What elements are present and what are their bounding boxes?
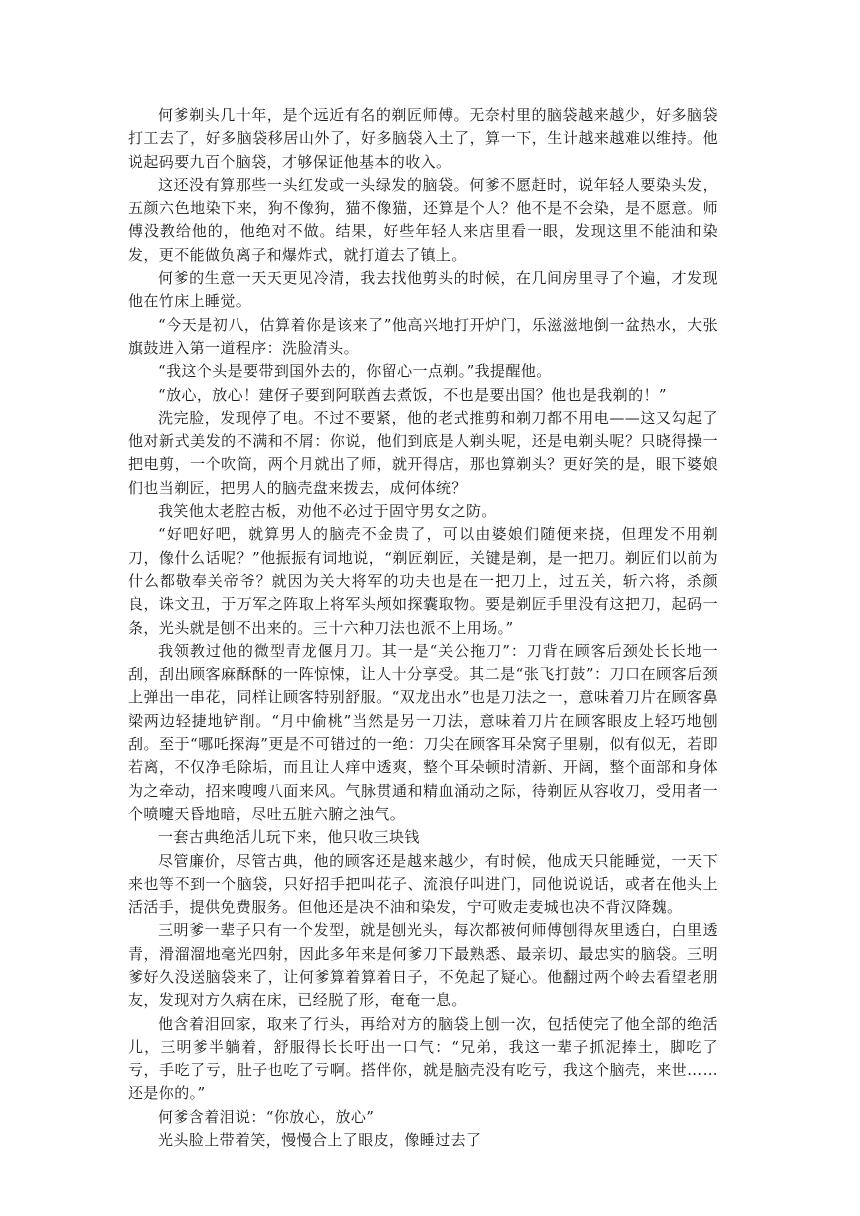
paragraph: “放心，放心！建伢子要到阿联酋去煮饭，不也是要出国？他也是我剃的！”: [158, 385, 667, 404]
paragraph: “好吧好吧，就算男人的脑壳不金贵了，可以由婆娘们随便来挠，但理发不用剃刀，像什么话呢？”他振振有词地说，“剃匠剃匠，关键是剃，是一把刀。剃匠们以前为什么都敬奉关帝爷？就因为关大将军的功夫也是在一把刀上，过五关，斩六将，杀颜良，诛文丑，于万军之阵取上将军头颅如探囊取物。要是剃匠手里没有这把刀，起码一条，光头就是刨不出来的。三十六种刀法也派不上用场。”: [128, 525, 718, 637]
paragraph: 这还没有算那些一头红发或一头绿发的脑袋。何爹不愿赶时，说年轻人要染头发，五颜六色地染下来，狗不像狗，猫不像猫，还算是个人？他不是不会染，是不愿意。师傅没教给他的，他绝对不做。结果，好些年轻人来店里看一眼，发现这里不能油和染发，更不能做负离子和爆炸式，就打道去了镇上。: [128, 175, 718, 264]
document-page: [128, 104, 718, 1152]
paragraph: 何爹的生意一天天更见冷清，我去找他剪头的时候，在几间房里寻了个遍，才发现他在竹床上睡觉。: [128, 269, 718, 311]
paragraph: 洗完脸，发现停了电。不过不要紧，他的老式推剪和剃刀都不用电——这又勾起了他对新式美发的不满和不屑：你说，他们到底是人剃头呢，还是电剃头呢？只晓得操一把电剪，一个吹筒，两个月就出了师，就开得店，那也算剃头？更好笑的是，眼下婆娘们也当剃匠，把男人的脑壳盘来拨去，成何体统？: [128, 408, 718, 497]
paragraph: 三明爹一辈子只有一个发型，就是刨光头，每次都被何师傅刨得灰里透白，白里透青，滑溜溜地毫光四射，因此多年来是何爹刀下最熟悉、最亲切、最忠实的脑袋。三明爹好久没送脑袋来了，让何爹算着算着日子，不免起了疑心。他翻过两个岭去看望老朋友，发现对方久病在床，已经脱了形，奄奄一息。: [128, 921, 718, 1010]
paragraph: “今天是初八，估算着你是该来了”他高兴地打开炉门，乐滋滋地倒一盆热水，大张旗鼓进入第一道程序：洗脸清头。: [128, 315, 718, 357]
paragraph: “我这个头是要带到国外去的，你留心一点剃。”我提醒他。: [158, 362, 552, 381]
paragraph: 一套古典绝活儿玩下来，他只收三块钱: [158, 828, 420, 847]
paragraph: 我笑他太老腔古板，劝他不必过于固守男女之防。: [158, 502, 497, 521]
paragraph: 光头脸上带着笑，慢慢合上了眼皮，像睡过去了: [158, 1131, 482, 1150]
paragraph: 我领教过他的微型青龙偃月刀。其一是“关公拖刀”：刀背在顾客后颈处长长地一刮，刮出顾客麻酥酥的一阵惊悚，让人十分享受。其二是“张飞打鼓”：刀口在顾客后颈上弹出一串花，同样让顾客特别舒服。“双龙出水”也是刀法之一，意味着刀片在顾客鼻梁两边轻捷地铲削。“月中偷桃”当然是另一刀法，意味着刀片在顾客眼皮上轻巧地刨刮。至于“哪吒探海”更是不可错过的一绝：刀尖在顾客耳朵窝子里剔，似有似无，若即若离，不仅净毛除垢，而且让人痒中透爽，整个耳朵顿时清新、开阔，整个面部和身体为之牵动，招来嗖嗖八面来风。气脉贯通和精血涌动之际，待剃匠从容收刀，受用者一个喷嚏天昏地暗，尽吐五脏六腑之浊气。: [128, 641, 718, 823]
paragraph: 尽管廉价，尽管古典，他的顾客还是越来越少，有时候，他成天只能睡觉，一天下来也等不到一个脑袋，只好招手把叫花子、流浪仔叫进门，同他说说话，或者在他头上活活手，提供免费服务。但他还是决不油和染发，宁可败走麦城也决不背汉降魏。: [128, 851, 718, 917]
paragraph: 何爹含着泪说：“你放心，放心”: [158, 1107, 375, 1126]
paragraph: 何爹剃头几十年，是个远近有名的剃匠师傅。无奈村里的脑袋越来越少，好多脑袋打工去了，好多脑袋移居山外了，好多脑袋入土了，算一下，生计越来越难以维持。他说起码要九百个脑袋，才够保证他基本的收入。: [128, 106, 718, 171]
paragraph: 他含着泪回家，取来了行头，再给对方的脑袋上刨一次，包括使完了他全部的绝活儿，三明爹半躺着，舒服得长长吁出一口气：“兄弟，我这一辈子抓泥捧土，脚吃了亏，手吃了亏，肚子也吃了亏啊。搭伴你，就是脑壳没有吃亏，我这个脑壳，来世……还是你的。”: [128, 1014, 718, 1103]
